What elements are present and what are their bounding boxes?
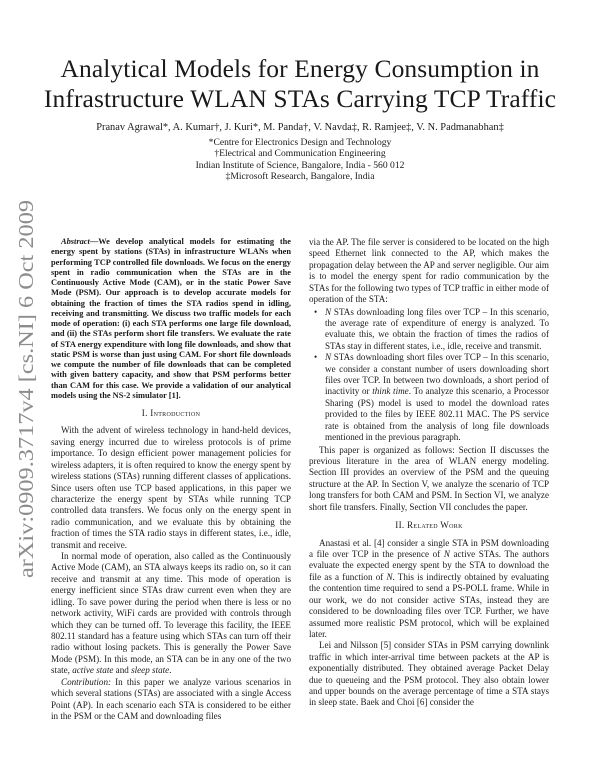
term-think-time: think time bbox=[372, 386, 409, 397]
organization-paragraph: This paper is organized as follows: Section II discusses the previous literature in the area of WLAN energy modeling. Section III provides an overview of the PSM and the queuing structure at the AP. In Section V, we analyze the scenario of TCP long transfers for both CAM and PSM. In Section VI, we analyze short file transfers. Finally, Section VII concludes the paper. bbox=[309, 444, 549, 512]
bullet-1-text: STAs downloading long files over TCP – In this scenario, the average rate of expenditure of energy is analyzed. To evaluate this, we obtain the fraction of times the radios of STAs stay in different states, i.e., idle, receive and transmit. bbox=[325, 306, 549, 351]
intro-p2-term-sleep: sleep state bbox=[131, 665, 170, 676]
rw-p1-text-c: . This is indirectly obtained by evaluating the contention time required to send a PS-POLL frame. While in our work, we do not consider active STAs, instead they are considered to be downloading files over TCP. Further, we have assumed more realistic PSM protocol, which will be explained later. bbox=[309, 571, 549, 639]
variable-n: N bbox=[325, 306, 332, 317]
traffic-scenario-list bbox=[309, 307, 549, 444]
variable-n: N bbox=[386, 571, 393, 582]
variable-n: N bbox=[325, 352, 332, 363]
abstract bbox=[51, 237, 291, 401]
abstract-label: Abstract bbox=[61, 237, 90, 246]
intro-p2-and: and bbox=[113, 665, 132, 676]
arxiv-identifier-sidebar bbox=[6, 198, 42, 578]
intro-paragraph-3 bbox=[51, 677, 291, 723]
affiliation-3: Indian Institute of Science, Bangalore, India - 560 012 bbox=[195, 159, 405, 171]
intro-continued-paragraph: via the AP. The file server is considered to be located on the high speed Ethernet link connected to the AP, which makes the propagation delay between the AP and server negligible. Our aim is to model the energy spent for radio communication by the STAs for the following two types of TCP traffic in either mode of operation of the STA: bbox=[309, 237, 549, 305]
bullet-2-text-b: . To analyze this scenario, a Processor Sharing (PS) model is used to model the download rates provided to the files by IEEE 802.11 MAC. The PS service rate is obtained from the analysis of long file downloads mentioned in the previous paragraph. bbox=[325, 386, 549, 443]
intro-p2-term-active: active state bbox=[72, 665, 114, 676]
section-heading-related-work: II. Related Work bbox=[395, 520, 463, 531]
affiliation-4: ‡Microsoft Research, Bangalore, India bbox=[225, 171, 375, 183]
paper-title bbox=[40, 54, 560, 114]
rw-p1-text-a: Anastasi et al. [4] consider a single STA in PSM downloading a file over TCP in the presence of bbox=[309, 537, 549, 559]
bullet-2-text-a: STAs downloading short files over TCP – In this scenario, we consider a constant number of users downloading short files over TCP. In between two downloads, a short period of inactivity or bbox=[325, 352, 549, 397]
variable-n: N bbox=[443, 548, 450, 559]
title-line-2: Infrastructure WLAN STAs Carrying TCP Traffic bbox=[43, 84, 557, 113]
intro-p2-end: . bbox=[169, 665, 172, 676]
arxiv-identifier-graphic bbox=[6, 198, 42, 578]
list-item bbox=[325, 352, 549, 443]
affiliation-block bbox=[40, 137, 560, 183]
arxiv-identifier-text: arXiv:0909.3717v4 [cs.NI] 6 Oct 2009 bbox=[14, 251, 38, 578]
related-work-paragraph-2: Lei and Nilsson [5] consider STAs in PSM carrying downlink traffic in which inter-arrival time between packets at the AP is exponentially distributed. They obtained average Packet Delay due to queueing and the PSM protocol. They also obtain lower and upper bounds on the average percentage of time a STA stays in sleep state. Baek and Choi [6] consider the bbox=[309, 640, 549, 708]
abstract-text: —We develop analytical models for estimating the energy spent by stations (STAs) in infrastructure WLANs when performing TCP controlled file downloads. We focus on the energy spent in radio communication when the STAs are in the Continuously Active Mode (CAM), or in the static Power Save Mode (PSM). Our approach is to develop accurate models for obtaining the fraction of times the STA radios spend in idling, receiving and transmitting. We discuss two traffic models for each mode of operation: (i) each STA performs one large file download, and (ii) the STAs perform short file transfers. We evaluate the rate of STA energy expenditure with long file downloads, and show that static PSM is worse than just using CAM. For short file downloads we compute the number of file downloads that can be completed with given battery capacity, and show that PSM performs better than CAM for this case. We provide a validation of our analytical models using the NS-2 simulator [1]. bbox=[51, 237, 291, 400]
right-column bbox=[309, 237, 549, 709]
affiliation-1: *Centre for Electronics Design and Technology bbox=[208, 137, 392, 148]
affiliation-2: †Electrical and Communication Engineering bbox=[214, 148, 386, 160]
intro-p2-text: In normal mode of operation, also called as the Continuously Active Mode (CAM), an STA always keeps its radio on, so it can receive and transmit at any time. This mode of operation is energy inefficient since STAs draw current even when they are idling. To save power during the period when there is less or no network activity, WiFi cards are provided with controls through which they can be turned off. To leverage this facility, the IEEE 802.11 standard has a feature using which STAs can turn off their radio without losing packets. This is generally the Power Save Mode (PSM). In this mode, an STA can be in any one of the two state, bbox=[51, 551, 291, 676]
contribution-text: In this paper we analyze various scenarios in which several stations (STAs) are associated with a single Access Point (AP). In each scenario each STA is considered to be either in the PSM or the CAM and downloading files bbox=[51, 676, 291, 721]
author-list: Pranav Agrawal*, A. Kumar†, J. Kuri*, M. Panda†, V. Navda‡, R. Ramjee‡, V. N. Padmanabhan‡ bbox=[96, 122, 504, 133]
contribution-label: Contribution: bbox=[61, 676, 112, 687]
intro-paragraph-2 bbox=[51, 551, 291, 677]
related-work-paragraph-1 bbox=[309, 538, 549, 641]
left-column bbox=[51, 237, 291, 722]
section-heading-introduction: I. Introduction bbox=[141, 408, 201, 418]
list-item bbox=[325, 307, 549, 353]
title-line-1: Analytical Models for Energy Consumption in bbox=[60, 54, 540, 83]
rw-p1-text-b: active STAs. The authors evaluate the expected energy spent by the STA to download the file as a function of bbox=[309, 548, 549, 582]
intro-paragraph-1: With the advent of wireless technology in hand-held devices, saving energy incurred due to wireless protocols is of prime importance. To design efficient power management policies for wireless adapters, it is often required to know the energy spent by wireless stations (STAs) running different classes of applications. Since users often use TCP based applications, in this paper we characterize the energy spent by STAs while running TCP controlled data transfers. We focus only on the energy spent in radio communication, and we evaluate this by obtaining the fraction of times the STA radio stays in different states, i.e., idle, transmit and receive. bbox=[51, 425, 291, 550]
